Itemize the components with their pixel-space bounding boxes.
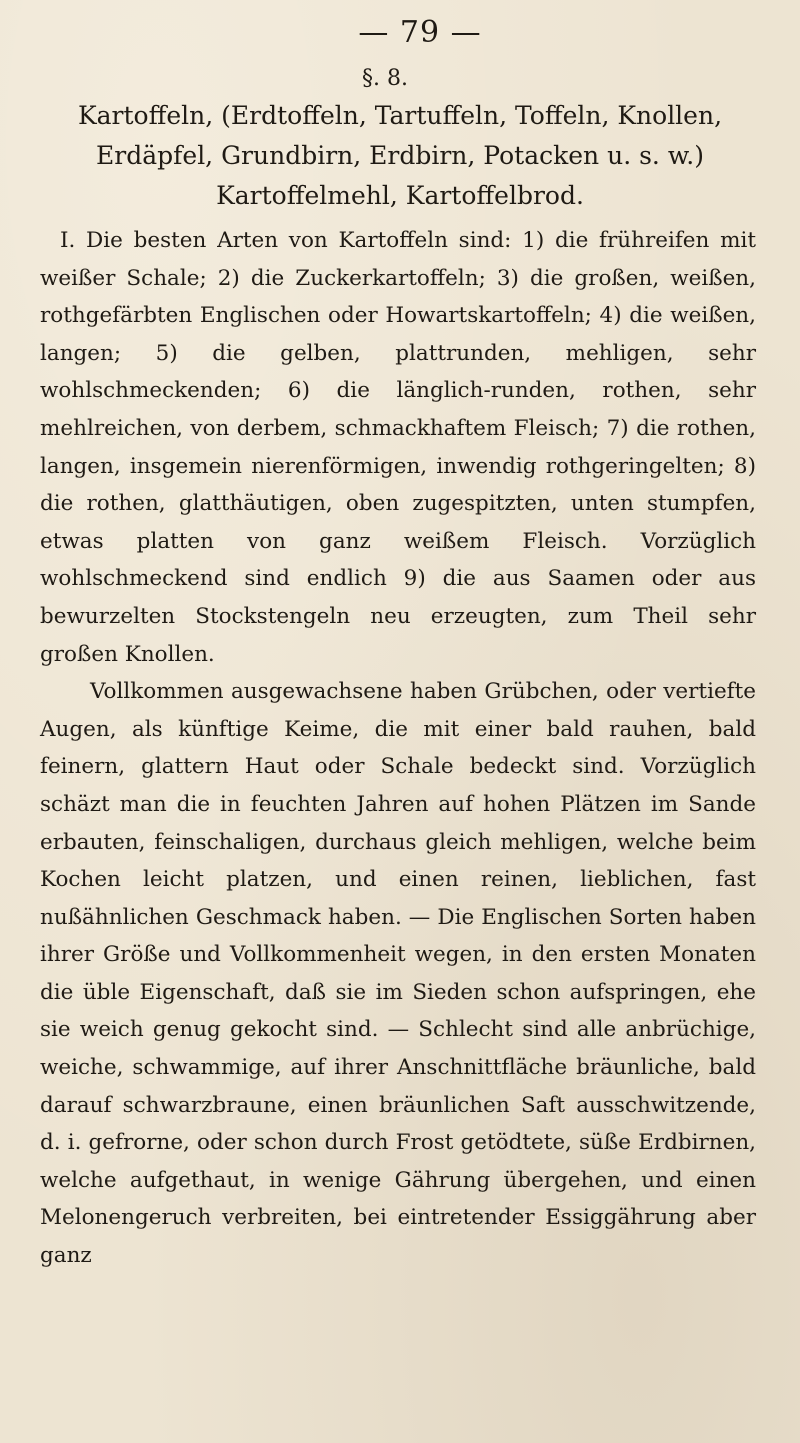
paragraph-2: Vollkommen ausgewachsene haben Grübchen, oder vertiefte Augen, als künftige Keime, die mit einer bald rauhen, bald feinern, glattern Haut oder Schale bedeckt sind. Vorzüglich schäzt man die in feuchten Jahren auf hohen Plätzen im Sande erbauten, feinschaligen, durchaus gleich mehligen, welche beim Kochen leicht platzen, und einen reinen, lieblichen, fast nußähnlichen Geschmack haben. — Die Englischen Sorten haben ihrer Größe und Vollkommenheit wegen, in den ersten Monaten die üble Eigenschaft, daß sie im Sieden schon aufspringen, ehe sie weich genug gekocht sind. — Schlecht sind alle anbrüchige, weiche, schwammige, auf ihrer Anschnittfläche bräunliche, bald darauf schwarzbraune, einen bräunlichen Saft ausschwitzende, d. i. gefrorne, oder schon durch Frost getödtete, süße Erdbirnen, welche aufgethaut, in wenige Gährung übergehen, und einen Melonengeruch verbreiten, bei eintretender Essiggährung aber ganz: [40, 679, 756, 1269]
paragraph-1: I. Die besten Arten von Kartoffeln sind: 1) die frühreifen mit weißer Schale; 2) die Zuckerkartoffeln; 3) die großen, weißen, rothgefärbten Englischen oder Howartskartoffeln; 4) die weißen, langen; 5) die gelben, plattrunden, mehligen, sehr wohlschmeckenden; 6) die länglich-runden, rothen, sehr mehlreichen, von derbem, schmackhaftem Fleisch; 7) die rothen, langen, insgemein nierenförmigen, inwendig rothgeringelten; 8) die rothen, glatthäutigen, oben zugespitzten, unten stumpfen, etwas platten von ganz weißem Fleisch. Vorzüglich wohlschmeckend sind endlich 9) die aus Saamen oder aus bewurzelten Stockstengeln neu erzeugten, zum Theil sehr großen Knollen.: [40, 228, 756, 667]
page-number: — 79 —: [358, 15, 482, 50]
heading-line-3: Kartoffelmehl, Kartoffelbrod.: [216, 181, 584, 210]
heading-line-1: Kartoffeln, (Erdtoffeln, Tartuffeln, Toffeln, Knollen,: [77, 101, 723, 130]
heading-line-2: Erdäpfel, Grundbirn, Erdbirn, Potacken u. s. w.): [96, 141, 704, 170]
section-mark: §. 8.: [362, 66, 408, 91]
